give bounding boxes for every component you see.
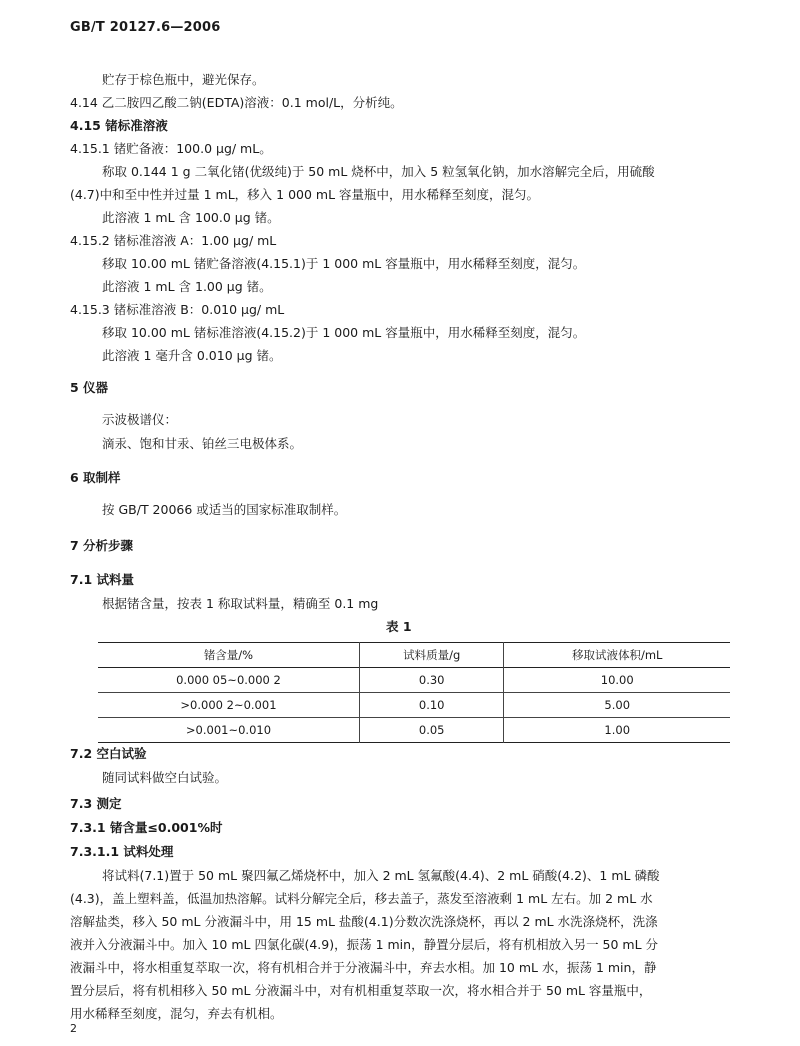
text-line: 此溶液 1 毫升含 0.010 μg 锗。 <box>102 348 282 363</box>
text-line: 滴汞、饱和甘汞、铂丝三电极体系。 <box>102 436 303 451</box>
table-header-row <box>98 643 730 668</box>
text-line: 称取 0.144 1 g 二氧化锗(优级纯)于 50 mL 烧杯中，加入 5 粒氢氧化钠，加水溶解完全后，用硫酸 <box>102 164 655 179</box>
table-row <box>98 668 730 693</box>
table-header-cell: 移取试液体积/mL <box>504 643 730 668</box>
clause-4-15-1: 4.15.1 锗贮备液：100.0 μg/ mL。 <box>70 141 272 156</box>
paragraph-line: 置分层后，将有机相移入 50 mL 分液漏斗中，对有机相重复萃取一次，将水相合并于 50 mL 容量瓶中， <box>70 983 652 998</box>
paragraph-line: 将试料(7.1)置于 50 mL 聚四氟乙烯烧杯中，加入 2 mL 氢氟酸(4.4)、2 mL 硝酸(4.2)、1 mL 磷酸 <box>102 868 660 883</box>
sample-mass-table <box>98 642 730 743</box>
paragraph-line: 液并入分液漏斗中。加入 10 mL 四氯化碳(4.9)，振荡 1 min，静置分层后，将有机相放入另一 50 mL 分 <box>70 937 659 952</box>
page-number: 2 <box>70 1022 77 1035</box>
text-line: 随同试料做空白试验。 <box>102 770 228 785</box>
document-code-header: GB/T 20127.6—2006 <box>70 20 221 35</box>
paragraph-line: 液漏斗中，将水相重复萃取一次，将有机相合并于分液漏斗中，弃去水相。加 10 mL 水，振荡 1 min，静 <box>70 960 657 975</box>
clause-4-15-heading: 4.15 锗标准溶液 <box>70 118 168 133</box>
text-line: 移取 10.00 mL 锗贮备溶液(4.15.1)于 1 000 mL 容量瓶中，用水稀释至刻度，混匀。 <box>102 256 586 271</box>
text-line: 此溶液 1 mL 含 100.0 μg 锗。 <box>102 210 280 225</box>
table-cell: 0.05 <box>359 718 504 743</box>
section-7-3-1-1-heading: 7.3.1.1 试料处理 <box>70 844 174 859</box>
text-line: 示波极谱仪： <box>102 412 178 427</box>
section-7-2-heading: 7.2 空白试验 <box>70 746 147 761</box>
table-cell: >0.001~0.010 <box>185 723 272 737</box>
text-line: 根据锗含量，按表 1 称取试料量，精确至 0.1 mg <box>102 596 379 611</box>
table-header-cell: 锗含量/% <box>203 648 254 662</box>
text-line: (4.7)中和至中性并过量 1 mL，移入 1 000 mL 容量瓶中，用水稀释至刻度，混匀。 <box>70 187 540 202</box>
text-line: 此溶液 1 mL 含 1.00 μg 锗。 <box>102 279 272 294</box>
table-cell: 0.000 05~0.000 2 <box>176 673 281 687</box>
section-7-3-1-heading: 7.3.1 锗含量≤0.001%时 <box>70 820 223 835</box>
table-caption: 表 1 <box>386 619 412 634</box>
clause-4-14: 4.14 乙二胺四乙酸二钠(EDTA)溶液：0.1 mol/L，分析纯。 <box>70 95 403 110</box>
table-cell: 10.00 <box>504 668 730 693</box>
table-cell: 1.00 <box>504 718 730 743</box>
table-cell: >0.000 2~0.001 <box>180 698 277 712</box>
table-row <box>98 718 730 743</box>
text-line: 贮存于棕色瓶中，避光保存。 <box>102 72 265 87</box>
section-7-heading: 7 分析步骤 <box>70 538 134 553</box>
table-cell: 0.10 <box>359 693 504 718</box>
section-7-1-heading: 7.1 试料量 <box>70 572 134 587</box>
clause-4-15-2: 4.15.2 锗标准溶液 A：1.00 μg/ mL <box>70 233 277 248</box>
table-cell: 0.30 <box>359 668 504 693</box>
clause-4-15-3: 4.15.3 锗标准溶液 B：0.010 μg/ mL <box>70 302 285 317</box>
table-cell: 5.00 <box>504 693 730 718</box>
paragraph-line: 溶解盐类，移入 50 mL 分液漏斗中，用 15 mL 盐酸(4.1)分数次洗涤烧杯，再以 2 mL 水洗涤烧杯，洗涤 <box>70 914 658 929</box>
section-6-heading: 6 取制样 <box>70 470 121 485</box>
paragraph-line: (4.3)，盖上塑料盖，低温加热溶解。试料分解完全后，移去盖子，蒸发至溶液剩 1 mL 左右。加 2 mL 水 <box>70 891 653 906</box>
section-5-heading: 5 仪器 <box>70 380 109 395</box>
paragraph-line: 用水稀释至刻度，混匀，弃去有机相。 <box>70 1006 283 1021</box>
section-7-3-heading: 7.3 测定 <box>70 796 122 811</box>
table-row <box>98 693 730 718</box>
text-line: 按 GB/T 20066 或适当的国家标准取制样。 <box>102 502 347 517</box>
table-header-cell: 试料质量/g <box>359 643 504 668</box>
text-line: 移取 10.00 mL 锗标准溶液(4.15.2)于 1 000 mL 容量瓶中，用水稀释至刻度，混匀。 <box>102 325 586 340</box>
